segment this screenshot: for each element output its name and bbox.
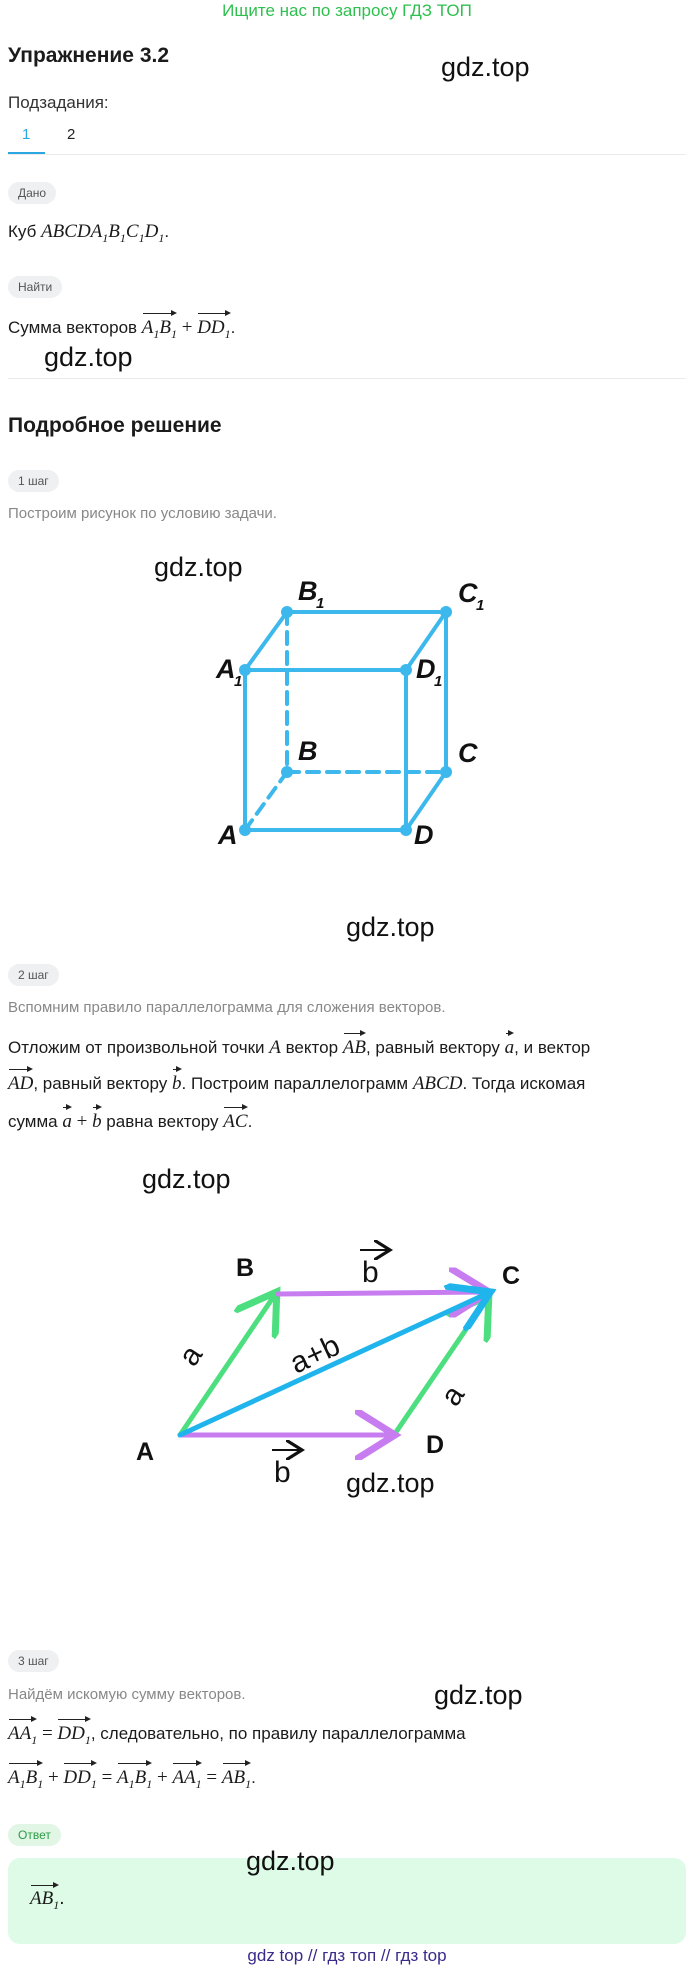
step-2-line-3: сумма a + b равна вектору AC. (8, 1104, 252, 1134)
cube-label-A1: A (216, 654, 236, 684)
watermark: gdz.top (142, 1164, 231, 1194)
step-1-text: Построим рисунок по условию задачи. (8, 505, 277, 522)
subtasks-label: Подзадания: (8, 93, 109, 112)
step-1-badge: 1 шаг (8, 470, 59, 492)
divider (8, 154, 686, 155)
tab-subtask-2[interactable]: 2 (67, 126, 76, 143)
cube-sub-A1: 1 (234, 673, 243, 690)
watermark: gdz.top (44, 342, 133, 372)
para-label-C: C (502, 1262, 521, 1290)
footer-links[interactable]: gdz top // гдз топ // гдз top (247, 1946, 447, 1965)
cube-diagram (0, 560, 694, 860)
cube-label-C1: C (458, 578, 478, 608)
step-2-badge: 2 шаг (8, 964, 59, 986)
cube-label-B: B (298, 736, 318, 766)
watermark: gdz.top (434, 1680, 523, 1710)
tab-subtask-1[interactable]: 1 (22, 126, 31, 143)
answer-text: $AB_1$. (30, 1882, 65, 1913)
watermark: gdz.top (346, 912, 435, 942)
step-3-badge: 3 шаг (8, 1650, 59, 1672)
cube-sub-D1: 1 (434, 673, 443, 690)
page-title: Упражнение 3.2 (8, 44, 170, 67)
para-label-B: B (236, 1254, 255, 1282)
given-badge: Дано (8, 182, 56, 204)
find-badge: Найти (8, 276, 62, 298)
para-label-sum: a+b (285, 1328, 346, 1381)
answer-box (8, 1858, 686, 1944)
watermark: gdz.top (441, 52, 530, 82)
cube-label-B1: B (298, 576, 318, 606)
para-label-A: A (136, 1438, 155, 1466)
step-2-line-2: AD, равный вектору b. Построим параллелограмм ABCD. Тогда искомая (8, 1066, 585, 1096)
solution-title: Подробное решение (8, 414, 222, 437)
para-label-a-right: a (434, 1379, 472, 1412)
watermark: gdz.top (154, 552, 243, 582)
watermark: gdz.top (246, 1846, 335, 1876)
step-3-line-1: $AA_1 = DD_1$, следовательно, по правилу параллелограмма (8, 1716, 466, 1752)
cube-label-D: D (414, 820, 434, 850)
cube-label-C: C (458, 738, 478, 768)
given-text: Куб $ABCDA_1B_1C_1D_1$. (8, 221, 170, 245)
cube-sub-C1: 1 (476, 597, 485, 614)
step-3-line-2: $A_1B_1 + DD_1 = A_1B_1 + AA_1 = AB_1$. (8, 1760, 256, 1796)
cube-label-A: A (218, 820, 238, 850)
para-label-D: D (426, 1431, 445, 1459)
watermark: gdz.top (346, 1468, 435, 1498)
step-2-muted: Вспомним правило параллелограмма для сложения векторов. (8, 999, 446, 1016)
step-2-line-1: Отложим от произвольной точки A вектор AB, равный вектору a, и вектор (8, 1030, 590, 1060)
para-label-b-bottom: b (274, 1456, 291, 1489)
para-label-b-top: b (362, 1256, 379, 1289)
top-banner[interactable]: Ищите нас по запросу ГДЗ ТОП (222, 1, 472, 20)
divider (8, 378, 686, 379)
answer-badge: Ответ (8, 1824, 61, 1846)
step-3-muted: Найдём искомую сумму векторов. (8, 1686, 246, 1703)
para-label-a-left: a (172, 1339, 210, 1372)
cube-label-D1: D (416, 654, 436, 684)
find-text: Сумма векторов $A_1B_1 + DD_1$. (8, 310, 235, 346)
cube-sub-B1: 1 (316, 595, 325, 612)
